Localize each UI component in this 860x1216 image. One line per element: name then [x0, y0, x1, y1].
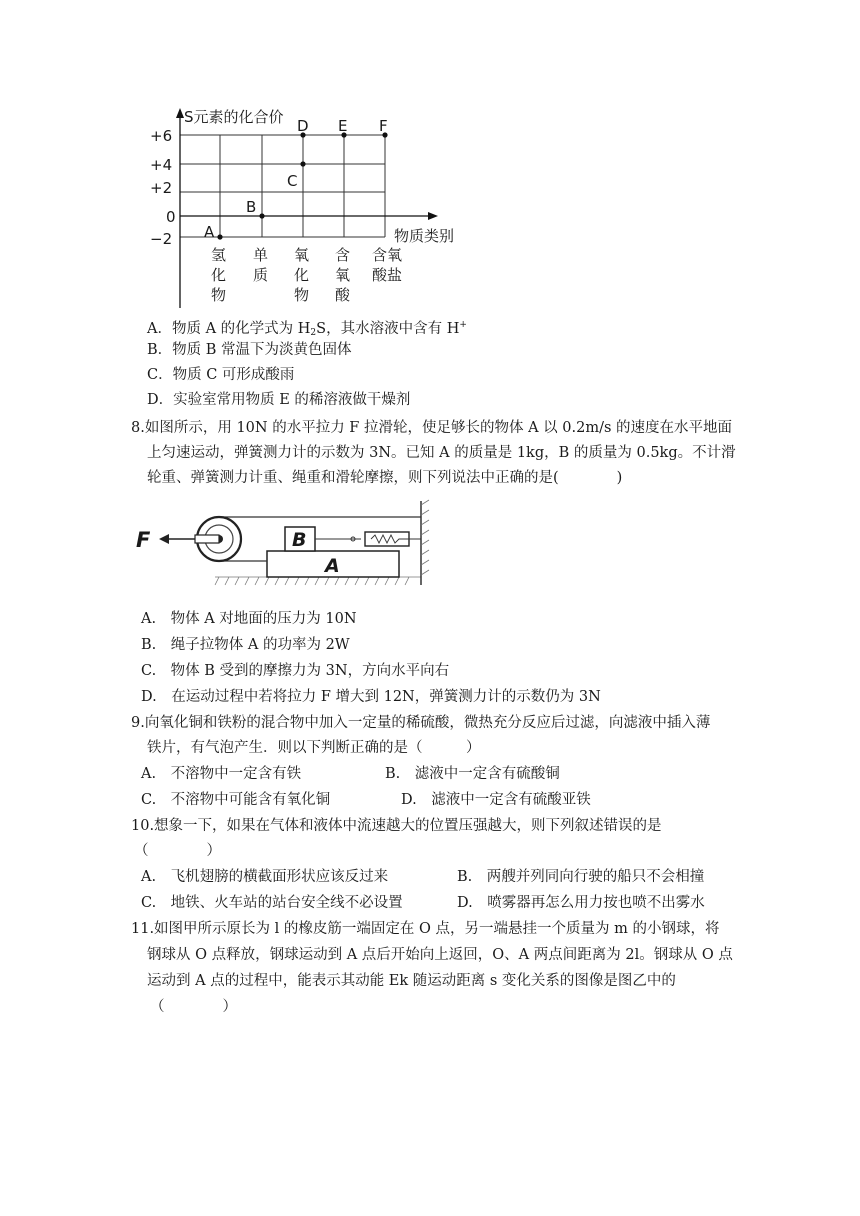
- category-label: 单质: [253, 246, 269, 284]
- y-tick-zero: 0: [166, 208, 176, 226]
- point-d-label: D: [297, 117, 309, 135]
- q10-option-b: B. 两艘并列同向行驶的船只不会相撞: [457, 869, 705, 885]
- q8-line-3: 轮重、弹簧测力计重、绳重和滑轮摩擦，则下列说法中正确的是( ): [147, 470, 623, 486]
- q11-line-2: 钢球从 O 点释放，钢球运动到 A 点后开始向上返回，O、A 两点间距离为 2l。钢球从 O 点: [147, 947, 733, 963]
- point-a-marker: [217, 234, 222, 239]
- y-tick-minus2: −2: [150, 230, 173, 248]
- q9-option-d: D. 滤液中一定含有硫酸亚铁: [401, 792, 591, 808]
- category-label: 含氧酸盐: [372, 246, 403, 284]
- pulley-diagram: [135, 497, 435, 589]
- q9-option-a: A. 不溶物中一定含有铁: [141, 766, 302, 782]
- q10-line-2: （ ）: [134, 843, 221, 859]
- y-tick-plus2: +2: [150, 179, 173, 197]
- q10-option-c: C. 地铁、火车站的站台安全线不必设置: [141, 895, 403, 911]
- y-axis-label: S元素的化合价: [184, 108, 284, 126]
- q8-option-a: A. 物体 A 对地面的压力为 10N: [141, 611, 357, 627]
- force-arrow-icon: [159, 534, 169, 544]
- q8-line-1: 8.如图所示，用 10N 的水平拉力 F 拉滑轮，使足够长的物体 A 以 0.2m/s 的速度在水平地面: [131, 420, 733, 436]
- point-a-label: A: [204, 223, 215, 241]
- y-tick-plus6: +6: [150, 127, 173, 145]
- q9-line-2: 铁片，有气泡产生．则以下判断正确的是（ ）: [147, 740, 481, 756]
- q11-line-3: 运动到 A 点的过程中，能表示其动能 Ek 随运动距离 s 变化关系的图像是图乙中的: [147, 973, 676, 989]
- point-b-label: B: [246, 198, 257, 216]
- q8-option-c: C. 物体 B 受到的摩擦力为 3N，方向水平向右: [141, 663, 450, 679]
- category-label: 含氧酸: [335, 246, 351, 304]
- q10-option-d: D. 喷雾器再怎么用力按也喷不出雾水: [457, 895, 705, 911]
- category-label: 氧化物: [294, 246, 310, 304]
- q11-line-4: （ ）: [150, 999, 237, 1015]
- point-b-marker: [259, 213, 264, 218]
- block-b-label: B: [292, 529, 307, 551]
- q7-option-c: C．物质 C 可形成酸雨: [147, 367, 295, 383]
- point-c-label: C: [287, 172, 298, 190]
- block-a-label: A: [325, 555, 340, 577]
- q8-line-2: 上匀速运动，弹簧测力计的示数为 3N。已知 A 的质量是 1kg，B 的质量为 0.5kg。不计滑: [147, 445, 736, 461]
- q7-option-b: B．物质 B 常温下为淡黄色固体: [147, 342, 352, 358]
- q9-option-b: B. 滤液中一定含有硫酸铜: [385, 766, 560, 782]
- q7-option-d: D．实验室常用物质 E 的稀溶液做干燥剂: [147, 392, 411, 408]
- category-label: 氢化物: [211, 246, 227, 304]
- q7-option-a: A．物质 A 的化学式为 $H_2S$，其水溶液中含有 H+: [147, 320, 467, 338]
- q10-option-a: A. 飞机翅膀的横截面形状应该反过来: [141, 869, 389, 885]
- q8-option-b: B. 绳子拉物体 A 的功率为 2W: [141, 637, 350, 653]
- point-e-label: E: [338, 117, 348, 135]
- q9-line-1: 9.向氧化铜和铁粉的混合物中加入一定量的稀硫酸，微热充分反应后过滤，向滤液中插入薄: [131, 715, 711, 731]
- q10-line-1: 10.想象一下，如果在气体和液体中流速越大的位置压强越大，则下列叙述错误的是: [131, 818, 662, 834]
- point-c-marker: [300, 161, 305, 166]
- force-f-label: F: [136, 528, 151, 552]
- q8-option-d: D. 在运动过程中若将拉力 F 增大到 12N，弹簧测力计的示数仍为 3N: [141, 689, 601, 705]
- q11-line-1: 11.如图甲所示原长为 l 的橡皮筋一端固定在 O 点，另一端悬挂一个质量为 m 的小钢球，将: [131, 921, 720, 937]
- y-tick-plus4: +4: [150, 156, 173, 174]
- point-f-label: F: [379, 117, 388, 135]
- q9-option-c: C. 不溶物中可能含有氧化铜: [141, 792, 331, 808]
- x-axis-label: 物质类别: [394, 227, 455, 245]
